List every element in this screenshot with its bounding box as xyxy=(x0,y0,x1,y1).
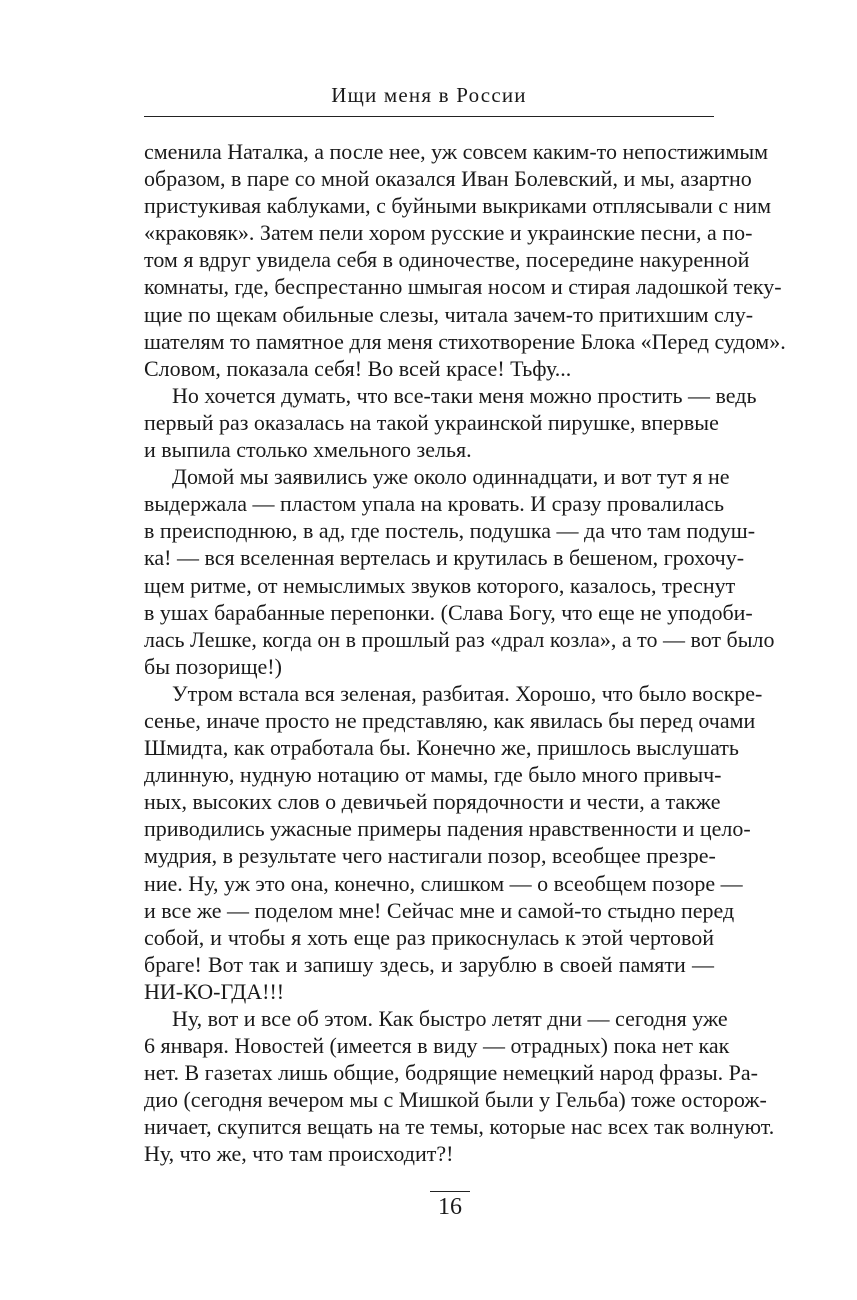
folio-rule xyxy=(430,1191,470,1192)
text-line: Ну, что же, что там происходит?! xyxy=(144,1141,454,1167)
text-line: и выпила столько хмельного зелья. xyxy=(144,437,472,463)
text-line: нет. В газетах лишь общие, бодрящие немецкий народ фразы. Ра- xyxy=(144,1060,758,1086)
text-line: Утром встала вся зеленая, разбитая. Хорошо, что было воскре- xyxy=(172,680,763,706)
text-line: щем ритме, от немыслимых звуков которого, казалось, треснут xyxy=(144,572,736,598)
header-rule xyxy=(144,116,714,117)
text-line: ничает, скупится вещать на те темы, которые нас всех так волнуют. xyxy=(144,1114,775,1140)
text-line: ных, высоких слов о девичьей порядочности и чести, а также xyxy=(144,789,721,815)
text-line: мудрия, в результате чего настигали позор, всеобщее презре- xyxy=(144,843,716,869)
text-line: лась Лешке, когда он в прошлый раз «драл козла», а то — вот было xyxy=(144,626,775,652)
text-line: в ушах барабанные перепонки. (Слава Богу, что еще не уподоби- xyxy=(144,599,753,625)
body-text xyxy=(144,138,786,1168)
text-line: Но хочется думать, что все-таки меня можно простить — ведь xyxy=(172,382,757,408)
text-line: ние. Ну, уж это она, конечно, слишком — о всеобщем позоре — xyxy=(144,870,743,896)
text-line: собой, и чтобы я хоть еще раз прикоснулась к этой чертовой xyxy=(144,924,714,950)
text-line: выдержала — пластом упала на кровать. И сразу провалилась xyxy=(144,491,725,517)
text-line: Ну, вот и все об этом. Как быстро летят дни — сегодня уже xyxy=(172,1006,728,1031)
text-line: Шмидта, как отработала бы. Конечно же, пришлось выслушать xyxy=(144,735,739,761)
text-line: бы позорище!) xyxy=(144,653,282,679)
text-line: щие по щекам обильные слезы, читала зачем-то притихшим слу- xyxy=(144,301,754,327)
text-line: комнаты, где, беспрестанно шмыгая носом и стирая ладошкой теку- xyxy=(144,274,782,300)
text-line: и все же — поделом мне! Сейчас мне и самой-то стыдно перед xyxy=(144,897,735,923)
text-line: «краковяк». Затем пели хором русские и украинские песни, а по- xyxy=(144,220,753,246)
text-line: НИ-КО-ГДА!!! xyxy=(144,978,285,1004)
text-line: 6 января. Новостей (имеется в виду — отрадных) пока нет как xyxy=(144,1033,730,1059)
running-head-title: Ищи меня в России xyxy=(331,83,527,107)
text-line: том я вдруг увидела себя в одиночестве, посередине накуренной xyxy=(144,247,750,273)
text-line: длинную, нудную нотацию от мамы, где было много привыч- xyxy=(144,762,722,788)
text-line: шателям то памятное для меня стихотворение Блока «Перед судом». xyxy=(144,328,786,354)
text-line: браге! Вот так и запишу здесь, и зарублю в своей памяти — xyxy=(144,951,714,977)
page-number: 16 xyxy=(438,1194,462,1220)
text-line: Домой мы заявились уже около одиннадцати, и вот тут я не xyxy=(172,464,730,490)
text-line: Словом, показала себя! Во всей красе! Тьфу... xyxy=(144,355,572,381)
text-line: приводились ужасные примеры падения нравственности и цело- xyxy=(144,816,751,842)
text-line: дио (сегодня вечером мы с Мишкой были у Гельба) тоже осторож- xyxy=(144,1087,767,1113)
text-line: первый раз оказалась на такой украинской пирушке, впервые xyxy=(144,409,719,435)
text-line: в преисподнюю, в ад, где постель, подушка — да что там подуш- xyxy=(144,518,756,544)
text-line: пристукивая каблуками, с буйными выкриками отплясывали с ним xyxy=(144,193,772,219)
text-line: ка! — вся вселенная вертелась и крутилась в бешеном, грохочу- xyxy=(144,545,745,571)
text-line: образом, в паре со мной оказался Иван Болевский, и мы, азартно xyxy=(144,166,752,192)
text-line: сменила Наталка, а после нее, уж совсем каким-то непостижимым xyxy=(144,139,769,164)
text-line: сенье, иначе просто не представляю, как явилась бы перед очами xyxy=(144,707,756,733)
